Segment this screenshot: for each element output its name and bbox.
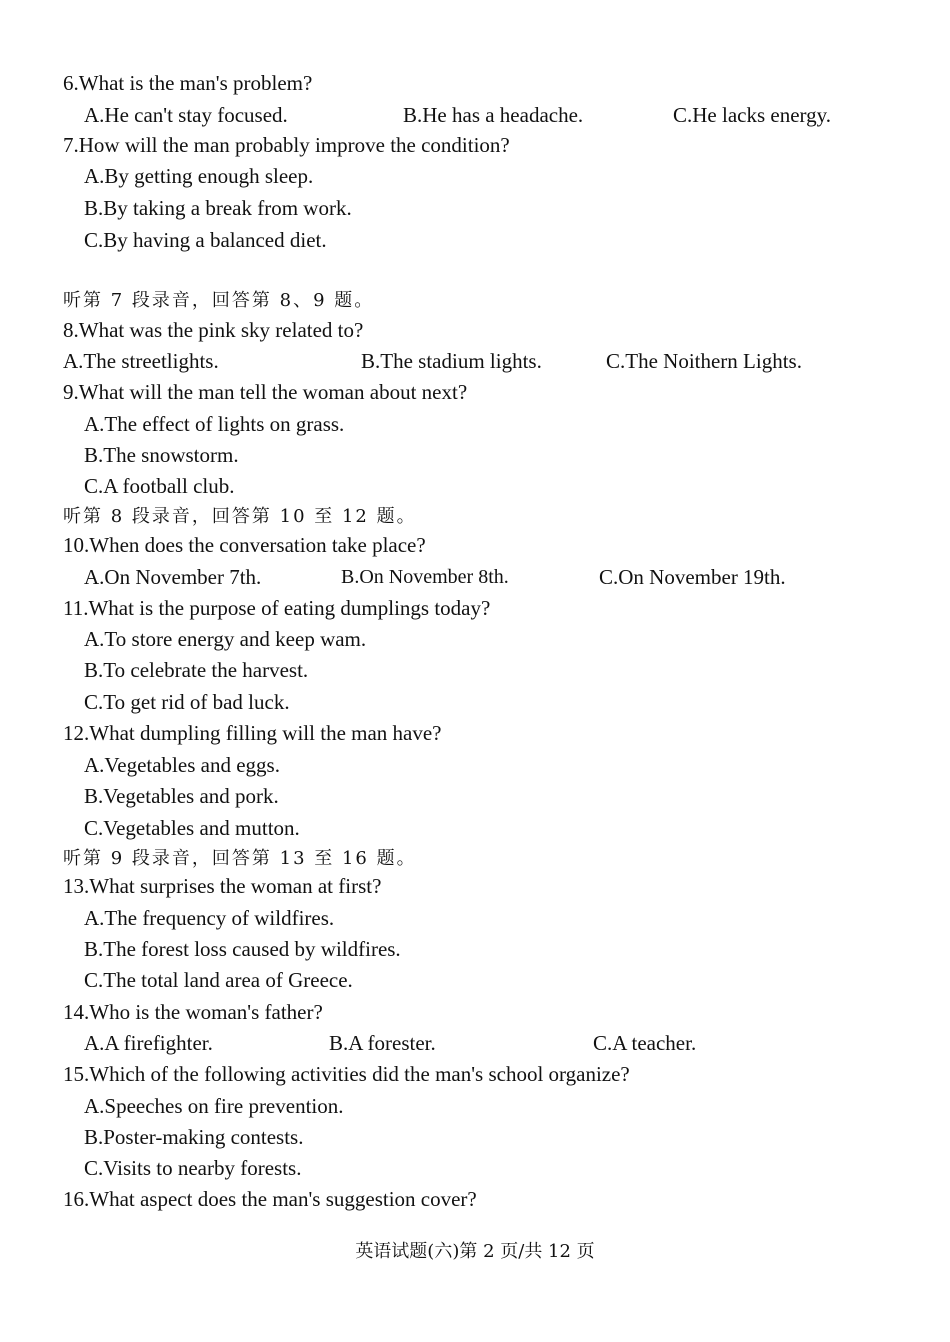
option-13b: B.The forest loss caused by wildfires. xyxy=(84,937,401,961)
option-7c: C.By having a balanced diet. xyxy=(84,228,327,252)
question-15: 15.Which of the following activities did the man's school organize? xyxy=(63,1062,630,1086)
question-13: 13.What surprises the woman at first? xyxy=(63,874,382,898)
section-heading-7: 听第 7 段录音，回答第 8、9 题。 xyxy=(63,290,375,311)
option-7b: B.By taking a break from work. xyxy=(84,196,352,220)
option-6a: A.He can't stay focused. xyxy=(84,103,288,127)
page-footer: 英语试题(六)第 2 页/共 12 页 xyxy=(355,1241,595,1262)
option-12b: B.Vegetables and pork. xyxy=(84,784,279,808)
question-16: 16.What aspect does the man's suggestion cover? xyxy=(63,1187,477,1211)
option-9c: C.A football club. xyxy=(84,474,235,498)
section-heading-8: 听第 8 段录音，回答第 10 至 12 题。 xyxy=(63,506,417,527)
option-8b: B.The stadium lights. xyxy=(361,349,542,373)
option-11b: B.To celebrate the harvest. xyxy=(84,658,309,682)
option-15c: C.Visits to nearby forests. xyxy=(84,1156,302,1180)
option-11c: C.To get rid of bad luck. xyxy=(84,690,290,714)
option-13c: C.The total land area of Greece. xyxy=(84,968,353,992)
question-6: 6.What is the man's problem? xyxy=(63,71,313,95)
question-11: 11.What is the purpose of eating dumplings today? xyxy=(63,596,491,620)
option-13a: A.The frequency of wildfires. xyxy=(84,906,335,930)
option-14c: C.A teacher. xyxy=(593,1031,697,1055)
option-6b: B.He has a headache. xyxy=(403,103,584,127)
option-7a: A.By getting enough sleep. xyxy=(84,164,314,188)
option-14b: B.A forester. xyxy=(329,1031,436,1055)
option-15a: A.Speeches on fire prevention. xyxy=(84,1094,344,1118)
option-10a: A.On November 7th. xyxy=(84,565,262,589)
option-9b: B.The snowstorm. xyxy=(84,443,239,467)
question-8: 8.What was the pink sky related to? xyxy=(63,318,364,342)
option-9a: A.The effect of lights on grass. xyxy=(84,412,345,436)
option-12a: A.Vegetables and eggs. xyxy=(84,753,280,777)
option-12c: C.Vegetables and mutton. xyxy=(84,816,300,840)
question-14: 14.Who is the woman's father? xyxy=(63,1000,323,1024)
option-11a: A.To store energy and keep wam. xyxy=(84,627,367,651)
question-10: 10.When does the conversation take place? xyxy=(63,533,426,557)
option-15b: B.Poster-making contests. xyxy=(84,1125,304,1149)
question-7: 7.How will the man probably improve the condition? xyxy=(63,133,510,157)
option-8c: C.The Noithern Lights. xyxy=(606,349,802,373)
section-heading-9: 听第 9 段录音，回答第 13 至 16 题。 xyxy=(63,848,417,869)
option-14a: A.A firefighter. xyxy=(84,1031,213,1055)
option-6c: C.He lacks energy. xyxy=(673,103,832,127)
option-10b: B.On November 8th. xyxy=(341,566,509,588)
question-9: 9.What will the man tell the woman about next? xyxy=(63,380,468,404)
question-12: 12.What dumpling filling will the man have? xyxy=(63,721,442,745)
option-8a: A.The streetlights. xyxy=(63,349,219,373)
option-10c: C.On November 19th. xyxy=(599,565,786,589)
